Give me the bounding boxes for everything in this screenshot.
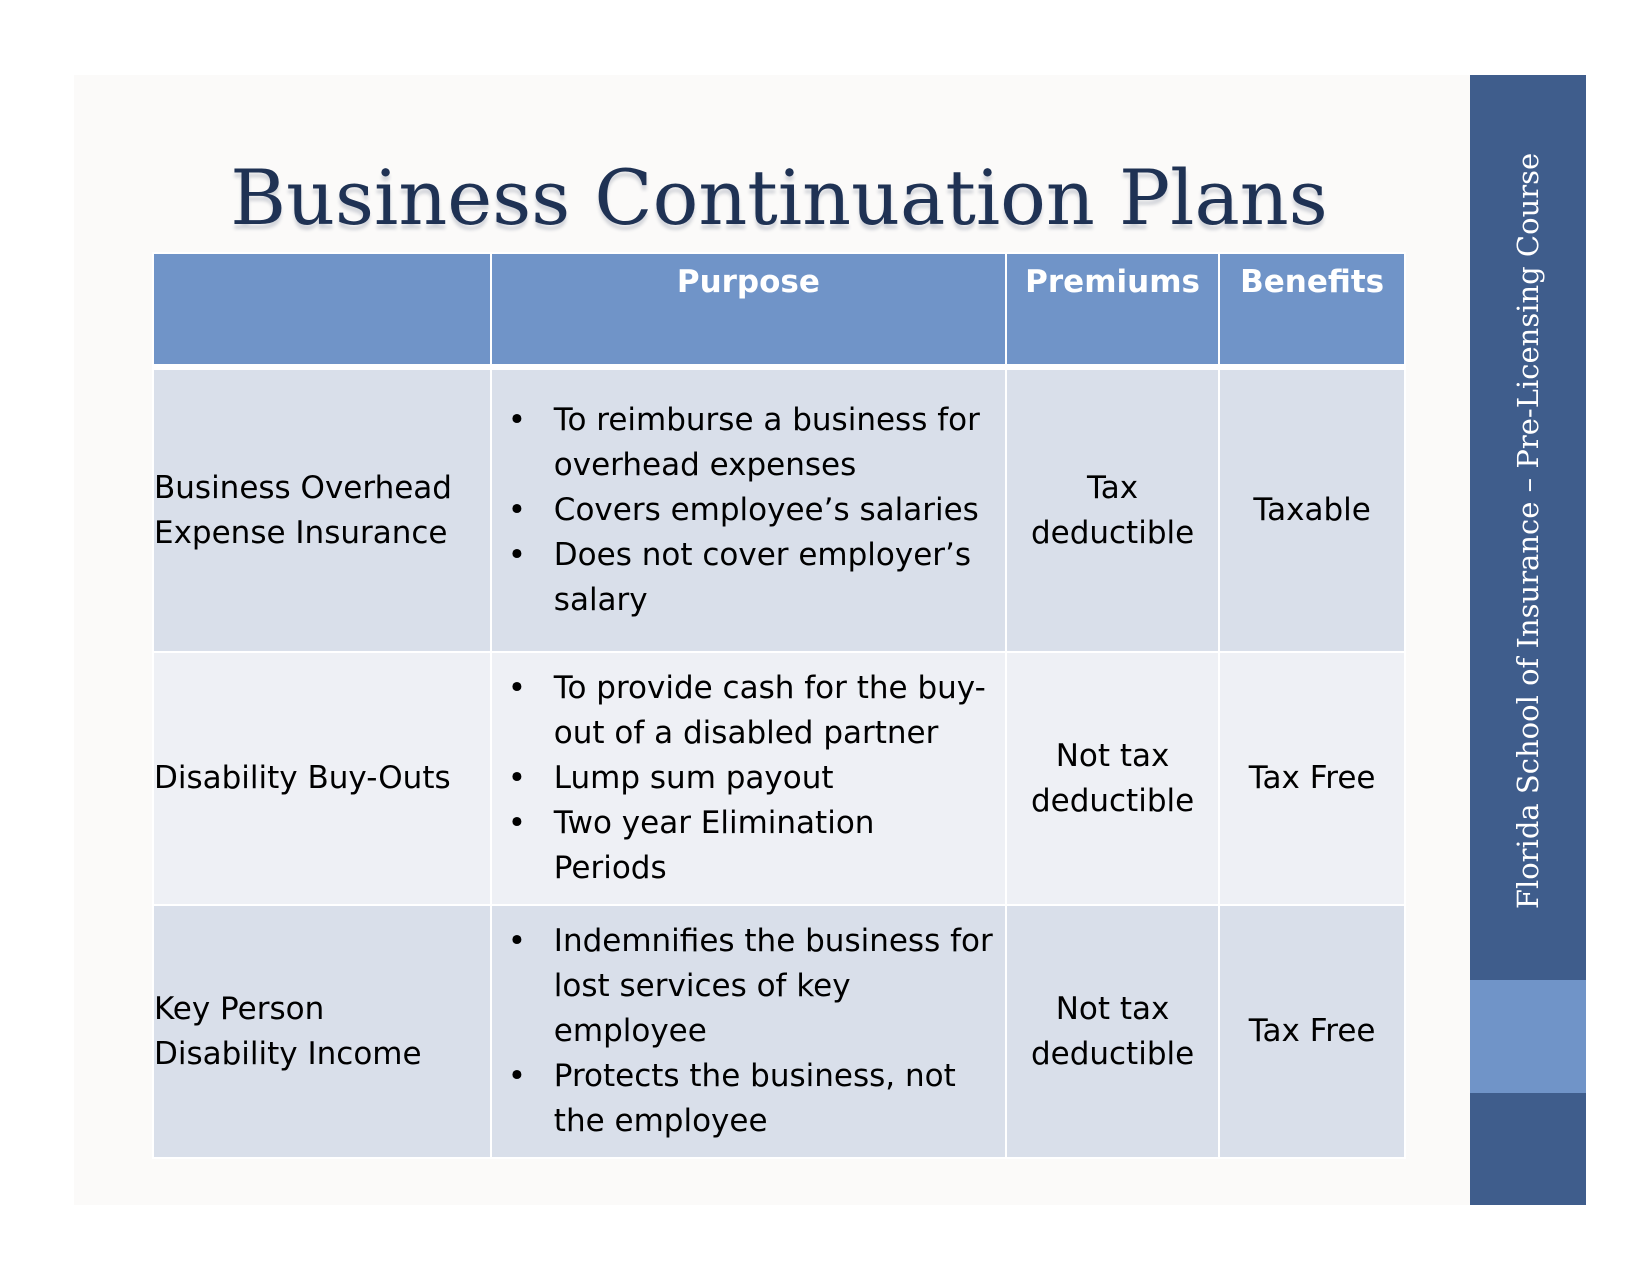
row-premiums-cell: [1006, 652, 1219, 905]
purpose-item: [507, 919, 995, 1054]
slide-title: Business Continuation Plans: [230, 153, 1328, 242]
bullet-icon: •: [507, 670, 527, 706]
purpose-text: Two year Elimination Periods: [553, 805, 875, 886]
purpose-item: [507, 1054, 995, 1144]
purpose-list: [492, 398, 1005, 623]
header-premiums: Premiums: [1006, 253, 1219, 367]
plans-table: [152, 252, 1406, 1159]
row-benefits-cell: Taxable: [1219, 367, 1405, 652]
row-purpose-cell: [491, 652, 1006, 905]
purpose-item: [507, 398, 995, 488]
row-name-line: Business Overhead: [154, 469, 452, 506]
purpose-item: [507, 756, 995, 801]
row-benefits-cell: Tax Free: [1219, 905, 1405, 1158]
row-name-line: Expense Insurance: [154, 514, 448, 551]
row-purpose-cell: [491, 905, 1006, 1158]
purpose-item: [507, 801, 995, 891]
table-row: [153, 652, 1405, 905]
purpose-item: [507, 533, 995, 623]
sidebar-accent: [1470, 980, 1586, 1093]
purpose-text: To reimburse a business for overhead expenses: [553, 402, 980, 483]
row-name-cell: [153, 367, 491, 652]
purpose-text: Lump sum payout: [553, 760, 834, 796]
bullet-icon: •: [507, 1058, 527, 1094]
purpose-list: [492, 666, 1005, 891]
premiums-line: Tax: [1086, 469, 1139, 506]
row-purpose-cell: [491, 367, 1006, 652]
row-name-line: Disability Income: [154, 1035, 422, 1072]
table-row: [153, 367, 1405, 652]
bullet-icon: •: [507, 492, 527, 528]
sidebar-band: [1470, 75, 1586, 1205]
purpose-item: [507, 488, 995, 533]
purpose-text: Does not cover employer’s salary: [553, 537, 972, 618]
purpose-text: To provide cash for the buy-out of a disabled partner: [553, 670, 986, 751]
row-name-line: Key Person: [154, 990, 325, 1027]
bullet-icon: •: [507, 760, 527, 796]
table-header-row: [153, 253, 1405, 367]
purpose-text: Protects the business, not the employee: [553, 1058, 956, 1139]
row-name-line: Disability Buy-Outs: [154, 760, 451, 796]
row-premiums-cell: [1006, 905, 1219, 1158]
purpose-item: [507, 666, 995, 756]
premiums-line: Not tax: [1055, 990, 1170, 1027]
sidebar-course-label: Florida School of Insurance – Pre-Licensing Course: [1511, 152, 1545, 910]
bullet-icon: •: [507, 923, 527, 959]
header-blank: [153, 253, 491, 367]
premiums-line: Not tax: [1055, 737, 1170, 774]
bullet-icon: •: [507, 805, 527, 841]
row-benefits-cell: Tax Free: [1219, 652, 1405, 905]
premiums-line: deductible: [1030, 1035, 1195, 1072]
header-purpose: Purpose: [491, 253, 1006, 367]
premiums-line: deductible: [1030, 514, 1195, 551]
bullet-icon: •: [507, 537, 527, 573]
row-premiums-cell: [1006, 367, 1219, 652]
premiums-line: deductible: [1030, 782, 1195, 819]
row-name-cell: [153, 652, 491, 905]
purpose-text: Covers employee’s salaries: [553, 492, 979, 528]
purpose-list: [492, 919, 1005, 1144]
row-name-cell: [153, 905, 491, 1158]
table-row: [153, 905, 1405, 1158]
bullet-icon: •: [507, 402, 527, 438]
purpose-text: Indemnifies the business for lost services of key employee: [553, 923, 993, 1049]
header-benefits: Benefits: [1219, 253, 1405, 367]
